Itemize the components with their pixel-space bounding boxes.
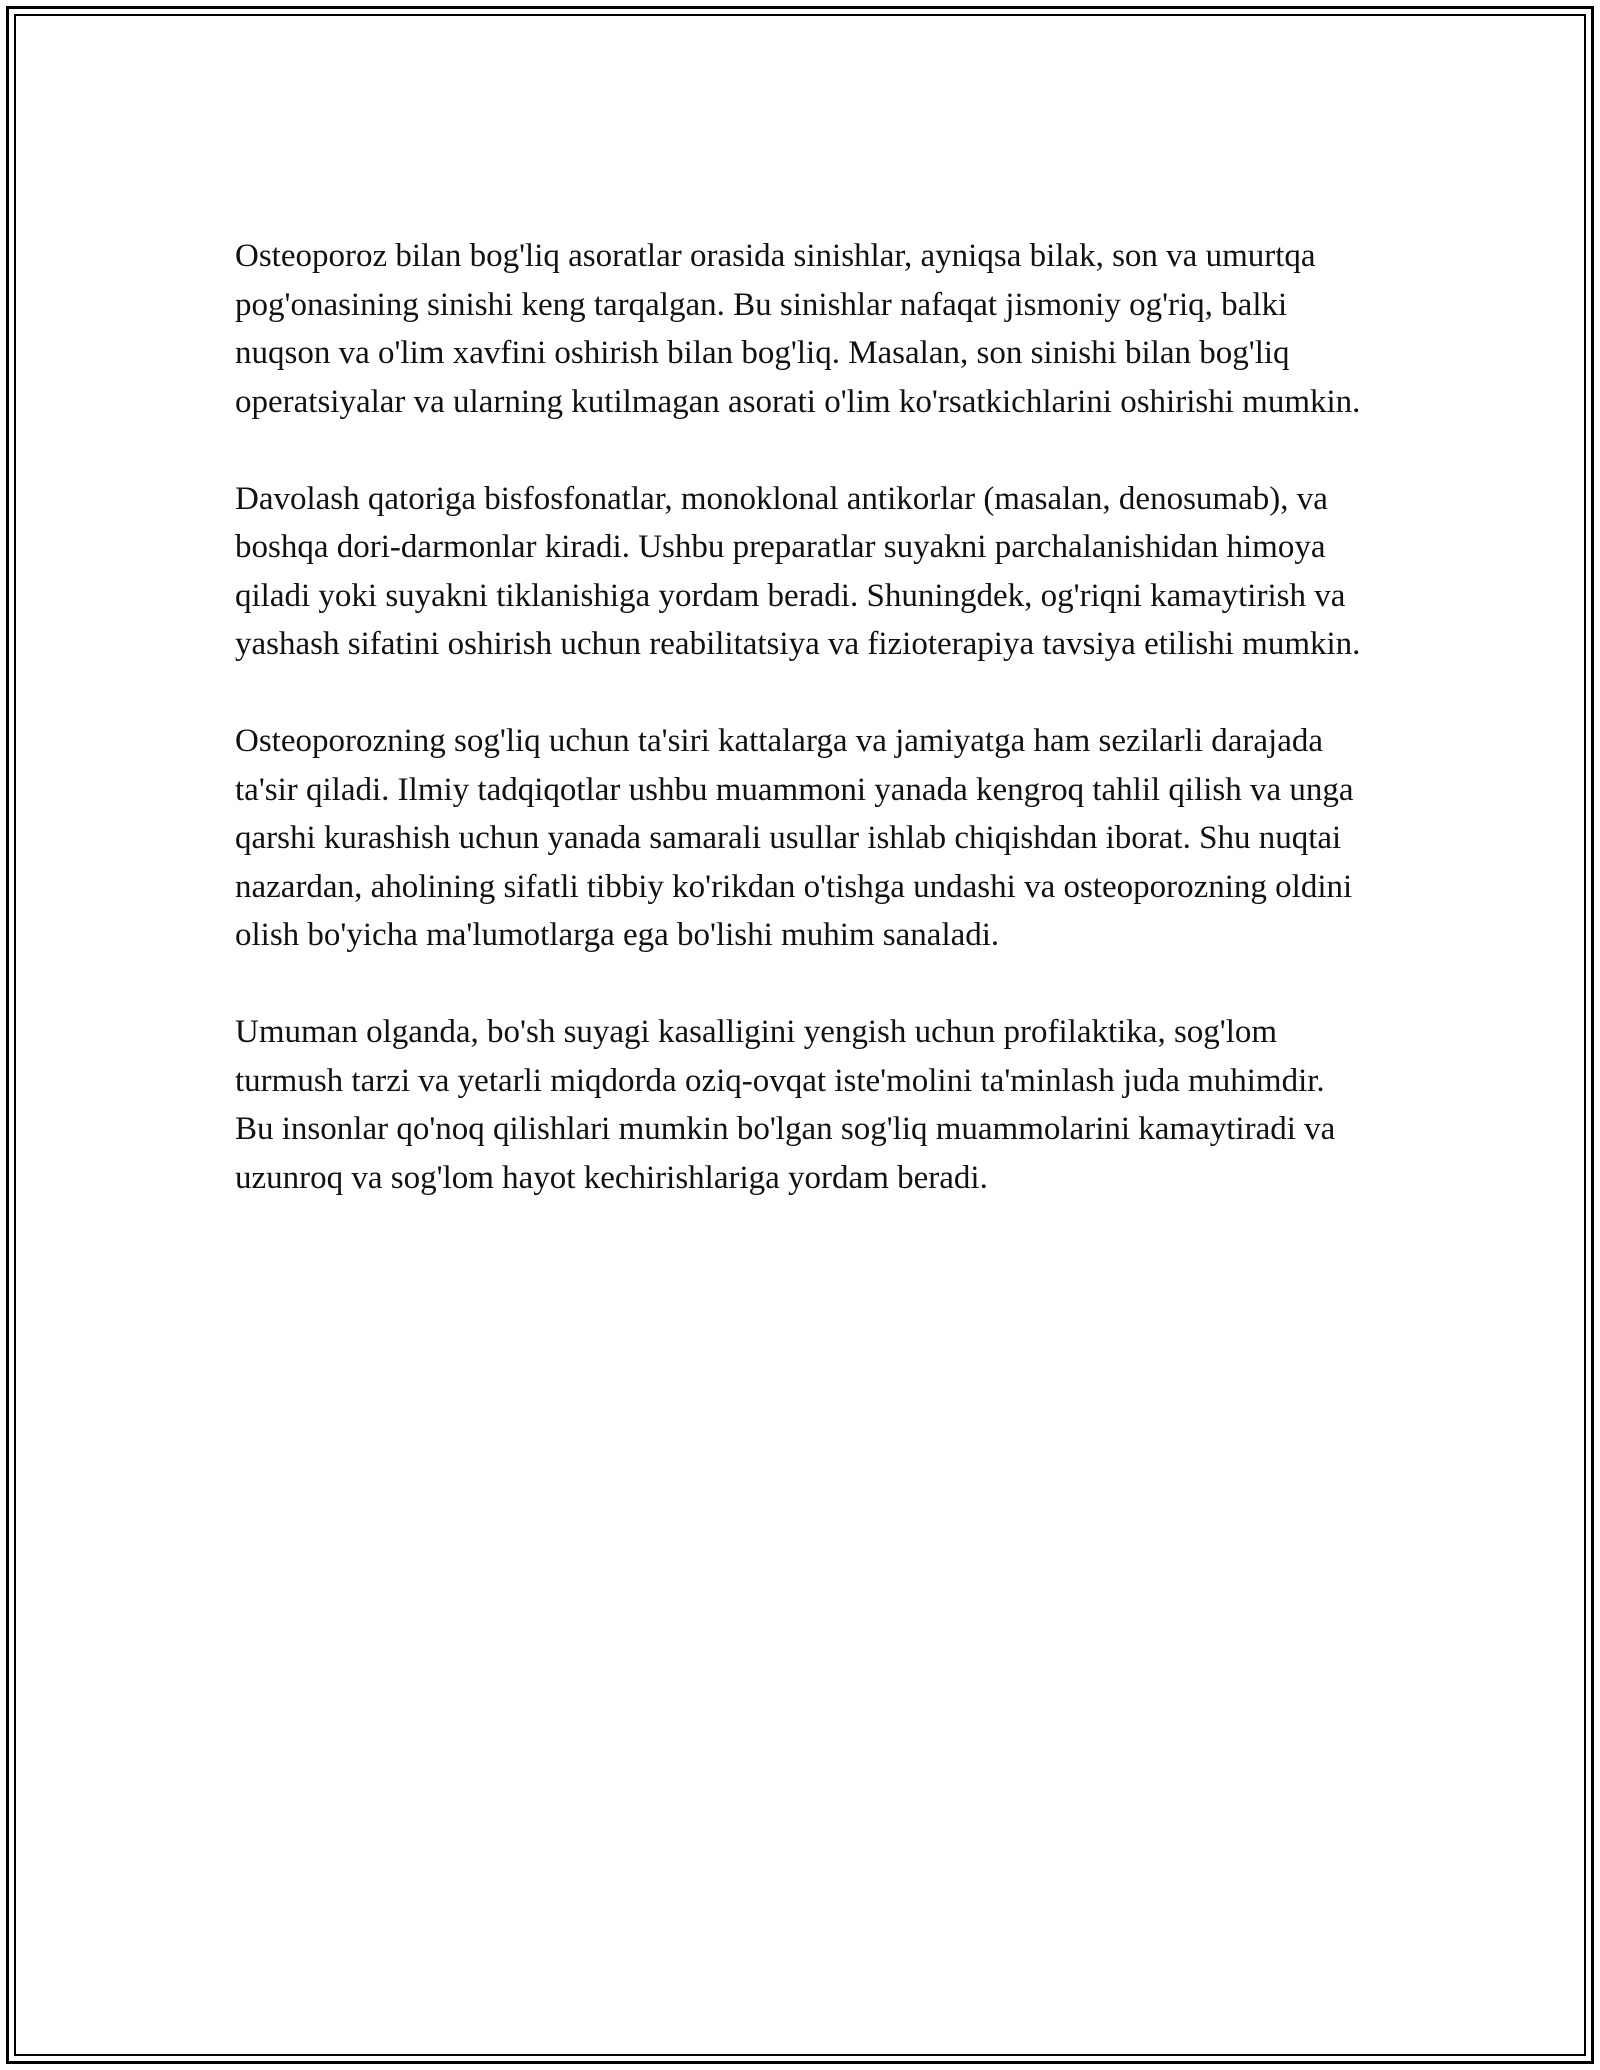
paragraph-2: Davolash qatoriga bisfosfonatlar, monoklonal antikorlar (masalan, denosumab), va boshqa dori-darmonlar kiradi. Ushbu preparatlar suyakni parchalanishidan himoya qiladi yoki suyakni tiklanishiga yordam beradi. Shuningdek, og'riqni kamaytirish va yashash sifatini oshirish uchun reabilitatsiya va fizioterapiya tavsiya etilishi mumkin. xyxy=(235,480,1361,662)
document-body xyxy=(235,232,1365,1251)
paragraph-4: Umuman olganda, bo'sh suyagi kasalligini yengish uchun profilaktika, sog'lom turmush tarzi va yetarli miqdorda oziq-ovqat iste'molini ta'minlash juda muhimdir. Bu insonlar qo'noq qilishlari mumkin bo'lgan sog'liq muammolarini kamaytiradi va uzunroq va sog'lom hayot kechirishlariga yordam beradi. xyxy=(235,1014,1336,1196)
paragraph-3: Osteoporozning sog'liq uchun ta'siri kattalarga va jamiyatga ham sezilarli darajada ta'sir qiladi. Ilmiy tadqiqotlar ushbu muammoni yanada kengroq tahlil qilish va unga qarshi kurashish uchun yanada samarali usullar ishlab chiqishdan iborat. Shu nuqtai nazardan, aholining sifatli tibbiy ko'rikdan o'tishga undashi va osteoporozning oldini olish bo'yicha ma'lumotlarga ega bo'lishi muhim sanaladi. xyxy=(235,723,1354,953)
paragraph-1: Osteoporoz bilan bog'liq asoratlar orasida sinishlar, ayniqsa bilak, son va umurtqa pog'onasining sinishi keng tarqalgan. Bu sinishlar nafaqat jismoniy og'riq, balki nuqson va o'lim xavfini oshirish bilan bog'liq. Masalan, son sinishi bilan bog'liq operatsiyalar va ularning kutilmagan asorati o'lim ko'rsatkichlarini oshirishi mumkin. xyxy=(235,238,1361,420)
